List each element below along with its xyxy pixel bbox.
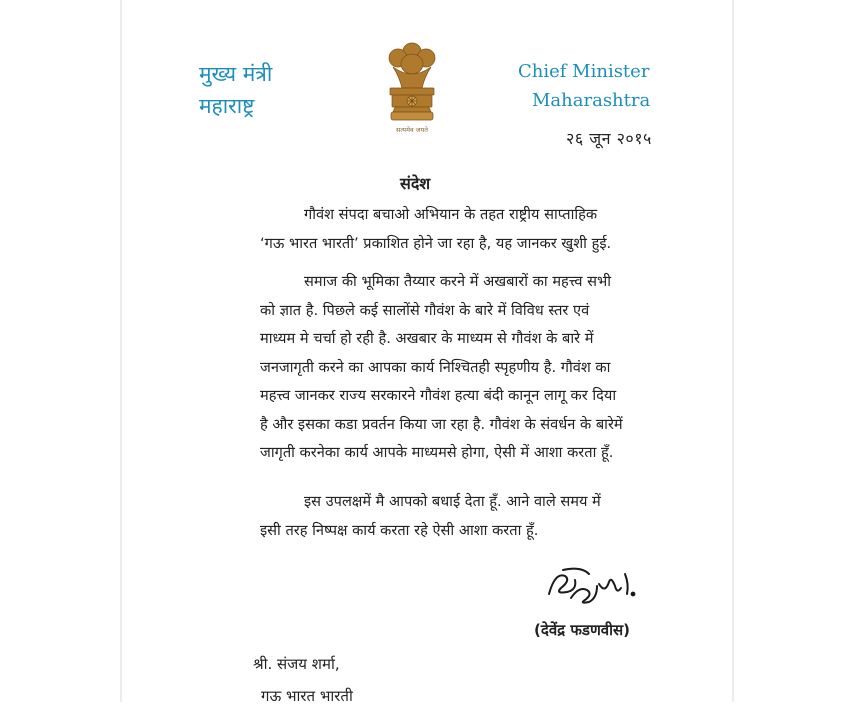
letterhead-hindi-line-2: महाराष्ट्र	[199, 94, 255, 118]
letterhead-hindi-line-1: मुख्य मंत्री	[199, 62, 273, 86]
emblem-graphic	[381, 40, 443, 138]
paragraph-line: इस उपलक्षमें मै आपको बधाई देता हूँ. आने वाले समय में	[304, 493, 601, 510]
handwritten-signature-icon	[541, 564, 643, 608]
paragraph-line: गौवंश संपदा बचाओ अभियान के तहत राष्ट्रीय साप्ताहिक	[304, 206, 598, 223]
recipient-block	[253, 648, 353, 712]
paragraph-line: ‘गऊ भारत भारती’ प्रकाशित होने जा रहा है, यह जानकर खुशी हुई.	[260, 234, 612, 252]
paragraph-1	[260, 201, 680, 258]
paragraph-line: माध्यम मे चर्चा हो रही है. अखबार के माध्यम से गौवंश के बारे में	[260, 330, 594, 347]
letter-date: २६ जून २०१५	[566, 129, 652, 148]
recipient-publication: गऊ भारत भारती	[261, 687, 353, 705]
paragraph-line: इसी तरह निष्पक्ष कार्य करता रहे ऐसी आशा करता हूँ.	[260, 521, 539, 539]
emblem-motto: सत्यमेव जयते	[396, 126, 428, 134]
ashoka-lion-capital-emblem-icon	[381, 40, 443, 138]
letterhead-english-line-2: Maharashtra	[532, 90, 651, 111]
page-left-edge	[120, 0, 122, 702]
recipient-name: श्री. संजय शर्मा,	[253, 655, 340, 673]
paragraph-line: जागृती करनेका कार्य आपके माध्यमसे होगा, ऐसी में आशा करता हूँ.	[260, 444, 614, 461]
paragraph-line: महत्त्व जानकर राज्य सरकारने गौवंश हत्या बंदी कानून लागू कर दिया	[260, 387, 617, 404]
letterhead-english-title	[518, 57, 650, 115]
paragraph-3	[260, 488, 680, 545]
paragraph-line: समाज की भूमिका तैय्यार करने में अखबारों का महत्त्व सभी	[304, 273, 612, 290]
paragraph-line: को ज्ञात है. पिछले कई सालोंसे गौवंश के बारे में विविध स्तर एवं	[260, 301, 590, 319]
letter-heading: संदेश	[400, 174, 431, 193]
signer-name: (देवेंद्र फडणवीस)	[534, 621, 631, 639]
letterhead-english-line-1: Chief Minister	[518, 61, 650, 82]
page-right-edge	[732, 0, 734, 702]
paragraph-2	[260, 268, 680, 468]
paragraph-line: है और इसका कडा प्रवर्तन किया जा रहा है. गौवंश के संवर्धन के बारेमें	[260, 415, 623, 433]
paragraph-line: जनजागृती करने का आपका कार्य निश्चितही स्पृहणीय है. गौवंश का	[260, 358, 611, 376]
signature-graphic	[541, 564, 643, 608]
letterhead-hindi-title	[199, 58, 272, 122]
